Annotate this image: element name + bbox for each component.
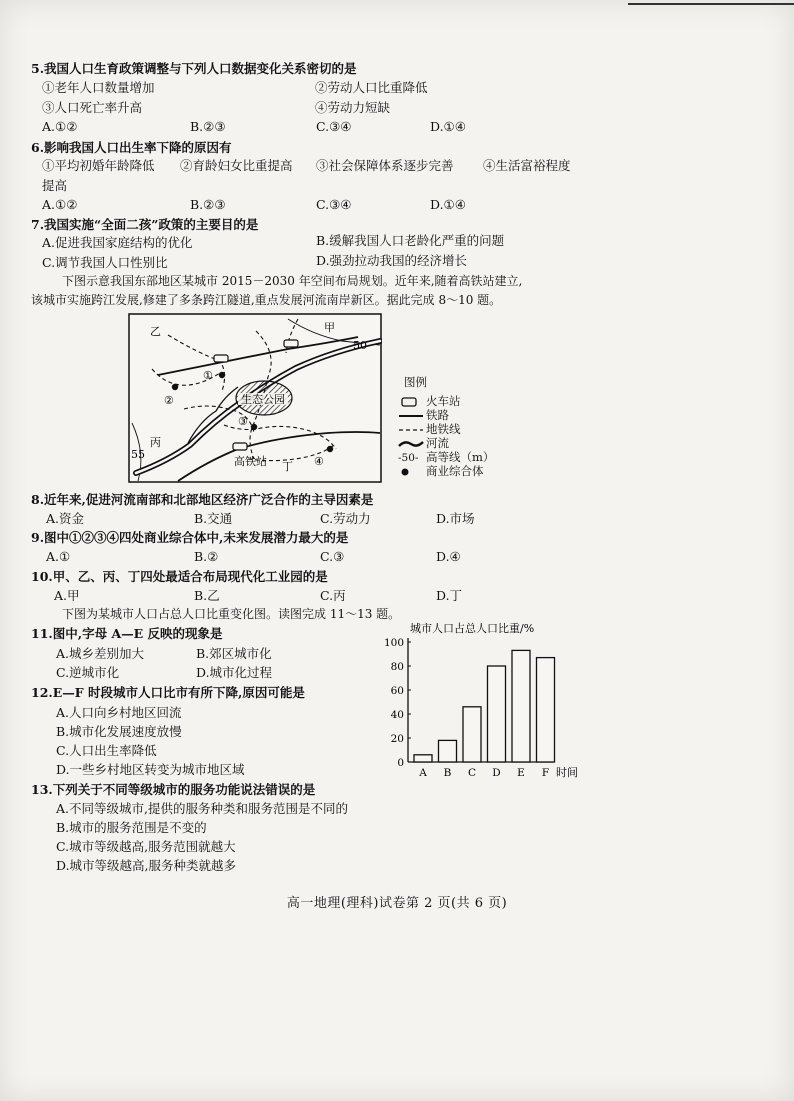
legend-item-railway: 铁路 (398, 408, 449, 422)
map-label-bing: 丙 (150, 436, 161, 449)
scan-top-mark (628, 3, 794, 5)
train-station-icon (284, 340, 298, 347)
commercial-complex-3-icon (251, 424, 257, 430)
map-label-ding: 丁 (282, 460, 293, 473)
question-10-option-a: A.甲 (54, 588, 80, 603)
map-label-point-1: ① (203, 369, 213, 382)
chart-y-tick-label: 40 (390, 709, 404, 721)
question-13-option-c: C.城市等级越高,服务范围就越大 (56, 839, 236, 854)
question-11-stem: 11.图中,字母 A—E 反映的现象是 (31, 626, 223, 641)
chart-bar-C (463, 707, 481, 762)
question-12-option-b: B.城市化发展速度放慢 (56, 724, 182, 739)
commercial-complex-2-icon (172, 384, 178, 390)
question-11-option-b: B.郊区城市化 (196, 646, 272, 661)
city-layout-map (128, 313, 382, 483)
question-5-statement-3: ③人口死亡率升高 (42, 100, 143, 115)
question-8-option-a: A.资金 (46, 511, 85, 526)
question-6-statement-4-cont: 提高 (42, 178, 68, 193)
legend-title: 图例 (404, 375, 427, 389)
question-11-option-a: A.城乡差别加大 (56, 646, 145, 661)
question-7-stem: 7.我国实施“全面二孩”政策的主要目的是 (31, 217, 259, 232)
chart-title: 城市人口占总人口比重/% (410, 622, 535, 635)
question-6-statement-4: ④生活富裕程度 (483, 158, 571, 173)
hsr-station-label: 高铁站 (234, 455, 267, 468)
question-8-option-c: C.劳动力 (320, 511, 371, 526)
legend-item-metro: 地铁线 (398, 422, 461, 436)
chart-bar-B (439, 740, 457, 762)
chart-y-tick-label: 80 (390, 661, 404, 673)
chart-bar-E (512, 650, 530, 762)
question-10-stem: 10.甲、乙、丙、丁四处最适合布局现代化工业园的是 (31, 569, 328, 584)
map-label-point-3: ③ (238, 415, 248, 428)
chart-x-axis-label: 时间 (556, 766, 578, 779)
question-13-option-b: B.城市的服务范围是不变的 (56, 820, 207, 835)
question-12-option-c: C.人口出生率降低 (56, 743, 157, 758)
metro-line-icon (398, 424, 424, 436)
question-11-option-d: D.城市化过程 (196, 665, 273, 680)
chart-bars (414, 650, 555, 762)
map-intro-line-1: 下图示意我国东部地区某城市 2015－2030 年空间布局规划。近年来,随着高铁站建立, (62, 274, 523, 288)
question-10-option-b: B.乙 (194, 588, 220, 603)
map-intro-line-2: 该城市实施跨江发展,修建了多条跨江隧道,重点发展河流南岸新区。据此完成 8～10 题。 (31, 293, 502, 307)
question-11-option-c: C.逆城市化 (56, 665, 120, 680)
question-9-stem: 9.图中①②③④四处商业综合体中,未来发展潜力最大的是 (31, 530, 349, 545)
high-speed-rail-station-icon (233, 443, 247, 450)
contour-label-55: 55 (131, 448, 145, 461)
contour-label-50: 50 (353, 339, 367, 352)
map-label-yi: 乙 (150, 325, 161, 338)
question-9-option-b: B.② (194, 549, 219, 564)
question-8-stem: 8.近年来,促进河流南部和北部地区经济广泛合作的主导因素是 (31, 492, 374, 507)
question-6-statement-1: ①平均初婚年龄降低 (42, 158, 155, 173)
railway-icon (398, 410, 424, 422)
page-footer: 高一地理(理科)试卷第 2 页(共 6 页) (286, 896, 508, 911)
commercial-complex-icon (398, 466, 424, 478)
map-label-jia: 甲 (324, 321, 335, 334)
chart-intro: 下图为某城市人口占总人口比重变化图。读图完成 11～13 题。 (62, 607, 401, 621)
commercial-complex-1-icon (219, 372, 225, 378)
question-8-option-d: D.市场 (436, 511, 475, 526)
question-5-option-d: D.①④ (430, 119, 466, 134)
question-5-stem: 5.我国人口生育政策调整与下列人口数据变化关系密切的是 (31, 61, 357, 76)
chart-y-tick-label: 100 (383, 637, 404, 649)
question-5-option-c: C.③④ (316, 119, 352, 134)
question-7-option-d: D.强劲拉动我国的经济增长 (316, 253, 468, 268)
urban-population-chart (378, 620, 578, 785)
question-13-option-a: A.不同等级城市,提供的服务种类和服务范围是不同的 (56, 801, 348, 816)
river-icon (398, 438, 424, 450)
question-12-stem: 12.E—F 时段城市人口比市有所下降,原因可能是 (31, 685, 305, 700)
chart-bar-A (414, 755, 432, 762)
chart-y-tick-label: 20 (390, 733, 404, 745)
eco-park-label: 生态公园 (241, 393, 285, 406)
chart-y-tick-label: 60 (390, 685, 404, 697)
commercial-complex-4-icon (327, 446, 333, 452)
chart-bar-F (537, 658, 555, 762)
map-label-point-4: ④ (314, 455, 324, 468)
question-7-option-b: B.缓解我国人口老龄化严重的问题 (316, 233, 505, 248)
chart-x-tick-label: F (541, 767, 550, 779)
question-13-stem: 13.下列关于不同等级城市的服务功能说法错误的是 (31, 782, 316, 797)
chart-x-tick-label: B (443, 767, 452, 779)
chart-x-tick-label: C (467, 767, 477, 779)
question-5-statement-4: ④劳动力短缺 (315, 100, 391, 115)
question-10-option-c: C.丙 (320, 588, 346, 603)
question-5-option-a: A.①② (42, 119, 78, 134)
train-station-icon (214, 355, 228, 362)
chart-x-tick-label: A (419, 767, 427, 779)
question-6-statement-2: ②育龄妇女比重提高 (180, 158, 293, 173)
question-12-option-a: A.人口向乡村地区回流 (56, 705, 182, 720)
question-9-option-d: D.④ (436, 549, 461, 564)
legend-item-contour: -50- 高等线（m） (398, 450, 495, 464)
contour-sample: -50- (398, 452, 419, 464)
legend-item-commercial: 商业综合体 (398, 464, 484, 478)
question-6-option-d: D.①④ (430, 197, 466, 212)
chart-x-tick-label: D (492, 767, 501, 779)
question-5-option-b: B.②③ (190, 119, 226, 134)
question-13-option-d: D.城市等级越高,服务种类就越多 (56, 858, 237, 873)
chart-y-tick-label: 0 (397, 757, 404, 769)
map-label-point-2: ② (164, 394, 174, 407)
question-9-option-a: A.① (46, 549, 71, 564)
chart-bar-D (488, 666, 506, 762)
chart-x-tick-label: E (517, 767, 525, 779)
question-6-option-a: A.①② (42, 197, 78, 212)
question-5-statement-2: ②劳动人口比重降低 (315, 80, 428, 95)
question-9-option-c: C.③ (320, 549, 345, 564)
question-6-option-c: C.③④ (316, 197, 352, 212)
question-6-statement-3: ③社会保障体系逐步完善 (316, 158, 454, 173)
question-10-option-d: D.丁 (436, 588, 463, 603)
question-8-option-b: B.交通 (194, 511, 233, 526)
question-5-statement-1: ①老年人口数量增加 (42, 80, 155, 95)
question-6-option-b: B.②③ (190, 197, 226, 212)
question-12-option-d: D.一些乡村地区转变为城市地区域 (56, 762, 245, 777)
question-6-stem: 6.影响我国人口出生率下降的原因有 (31, 140, 232, 155)
legend-item-station: 火车站 (398, 394, 461, 408)
train-station-icon (398, 396, 424, 408)
legend-item-river: 河流 (398, 436, 449, 450)
question-7-option-c: C.调节我国人口性别比 (42, 255, 168, 270)
question-7-option-a: A.促进我国家庭结构的优化 (42, 235, 193, 250)
